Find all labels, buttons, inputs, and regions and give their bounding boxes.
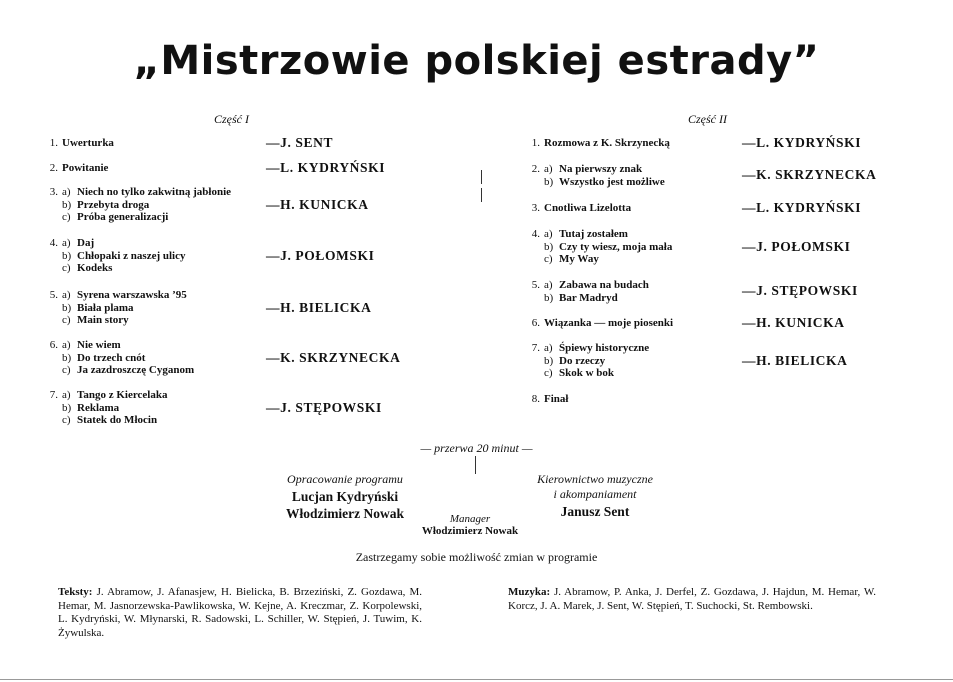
- song-letter: c): [544, 253, 553, 265]
- song-title: Niech no tylko zakwitną jabłonie: [77, 186, 232, 198]
- performer-name: —H. BIELICKA: [266, 299, 372, 315]
- song-letter: b): [544, 175, 554, 188]
- song-letter: c): [62, 364, 71, 376]
- program-item-number: 7.: [49, 389, 58, 401]
- song-title-line: [62, 289, 187, 302]
- song-title-line: [62, 302, 187, 315]
- decorative-mark: [475, 456, 476, 474]
- song-title-line: [544, 342, 649, 355]
- song-title: Wszystko jest możliwe: [559, 175, 665, 188]
- song-title-line: [62, 186, 231, 199]
- song-title: Wiązanka — moje piosenki: [544, 317, 674, 329]
- program-item-titles: [544, 228, 672, 266]
- song-title: Uwerturka: [62, 137, 114, 149]
- program-item-titles: [544, 393, 568, 406]
- song-title-line: [544, 163, 665, 176]
- song-title-line: [544, 202, 631, 215]
- song-title: Tutaj zostałem: [559, 228, 628, 240]
- program-credit-name: Lucjan Kydryński: [291, 489, 399, 504]
- song-letter: b): [62, 351, 72, 364]
- program-item-titles: [62, 137, 114, 150]
- program-item-number: 5.: [531, 279, 540, 291]
- song-title-line: [544, 292, 649, 305]
- lyrics-authors: [58, 586, 422, 640]
- performer-name: —J. POŁOMSKI: [266, 247, 375, 263]
- part1-heading: Część I: [214, 112, 249, 126]
- bottom-rule: [0, 679, 953, 680]
- performer-name: —J. SENT: [266, 135, 334, 150]
- music-credits-label: Kierownictwo muzyczne: [537, 472, 653, 486]
- performer-name: —K. SKRZYNECKA: [266, 349, 401, 365]
- song-letter: a): [544, 279, 553, 291]
- performer-name: —L. KYDRYŃSKI: [266, 160, 386, 175]
- program-item-titles: [544, 137, 670, 150]
- song-title: Cnotliwa Lizelotta: [544, 202, 632, 214]
- song-title-line: [544, 393, 568, 406]
- song-title-line: [62, 389, 167, 402]
- manager-name: Włodzimierz Nowak: [421, 525, 519, 537]
- song-letter: b): [544, 354, 554, 367]
- part2-heading: Część II: [688, 112, 727, 126]
- song-title: Reklama: [77, 401, 120, 414]
- program-item-number: 5.: [49, 289, 58, 301]
- song-title: Chłopaki z naszej ulicy: [77, 249, 186, 262]
- program-item-titles: [544, 317, 673, 330]
- song-title-line: [62, 414, 167, 427]
- song-letter: c): [62, 414, 71, 426]
- song-title-line: [62, 314, 187, 327]
- music-authors-list: J. Abramow, P. Anka, J. Derfel, Z. Gozdawa, J. Hajdun, M. Hemar, W. Korcz, J. A. Marek, J. Sent, W. Stępień, T. Suchocki, St. Rembowski.: [508, 586, 877, 612]
- program-credit-name: Włodzimierz Nowak: [285, 506, 405, 521]
- program-item-titles: [62, 389, 167, 427]
- song-title: Kodeks: [77, 262, 113, 274]
- program-item-number: 1.: [49, 137, 58, 149]
- song-title-line: [544, 317, 673, 330]
- song-title: Próba generalizacji: [77, 211, 169, 223]
- song-letter: b): [62, 401, 72, 414]
- performer-name: —J. STĘPOWSKI: [266, 399, 382, 415]
- song-letter: a): [544, 228, 553, 240]
- song-title: Finał: [544, 393, 569, 405]
- song-title-line: [62, 262, 185, 275]
- music-label: Muzyka:: [508, 586, 551, 598]
- song-title: Statek do Młocin: [77, 414, 158, 426]
- performer-name: —L. KYDRYŃSKI: [742, 135, 862, 150]
- performer-name: —H. KUNICKA: [742, 315, 845, 330]
- program-item-titles: [544, 342, 649, 380]
- song-title-line: [544, 355, 649, 368]
- program-item-titles: [62, 162, 108, 175]
- music-authors: [508, 586, 876, 613]
- performer-name: —J. POŁOMSKI: [742, 238, 851, 254]
- song-title-line: [544, 279, 649, 292]
- song-letter: c): [62, 262, 71, 274]
- song-title-line: [544, 253, 672, 266]
- song-title-line: [62, 402, 167, 415]
- song-title: Czy ty wiesz, moja mała: [559, 240, 673, 253]
- performer-name: —J. STĘPOWSKI: [742, 283, 858, 299]
- lyrics-authors-list: J. Abramow, J. Afanasjew, H. Bielicka, B. Brzeziński, Z. Gozdawa, M. Hemar, M. Jasnorzewska-Pawlikowska, W. Kejne, A. Kreczmar, Z. Korpolewski, L. Kydryński, W. Młynarski, R. Sadowski, L. Schiller, W. Stępień, J. Tuwim, K. Żywulska.: [58, 586, 422, 639]
- song-letter: b): [62, 249, 72, 262]
- decorative-mark: [481, 170, 482, 184]
- song-letter: b): [62, 198, 72, 211]
- performer-name: —L. KYDRYŃSKI: [742, 200, 862, 215]
- song-title-line: [62, 137, 114, 150]
- song-letter: a): [62, 289, 71, 301]
- manager-label: Manager: [449, 513, 491, 525]
- song-title-line: [62, 352, 194, 365]
- song-title-line: [62, 339, 194, 352]
- song-letter: a): [62, 389, 71, 401]
- program-item-number: 2.: [49, 162, 58, 174]
- song-title: Przebyta droga: [77, 198, 150, 211]
- song-title: Ja zazdroszczę Cyganom: [77, 364, 195, 376]
- program-item-number: 3.: [49, 186, 58, 198]
- song-title-line: [544, 241, 672, 254]
- song-letter: c): [544, 367, 553, 379]
- program-item-titles: [62, 289, 187, 327]
- song-letter: a): [62, 339, 71, 351]
- program-item-number: 1.: [531, 137, 540, 149]
- manager-credits: [390, 513, 550, 537]
- song-letter: c): [62, 211, 71, 223]
- song-letter: a): [544, 163, 553, 175]
- song-title: Bar Madryd: [559, 291, 618, 304]
- program-item-titles: [544, 202, 631, 215]
- lyrics-label: Teksty:: [58, 586, 93, 598]
- decorative-mark: [481, 188, 482, 202]
- song-title: Syrena warszawska ’95: [77, 289, 187, 301]
- song-title-line: [62, 162, 108, 175]
- song-title-line: [62, 250, 185, 263]
- song-title-line: [544, 137, 670, 150]
- song-title: Do trzech cnót: [77, 351, 146, 364]
- song-letter: b): [62, 301, 72, 314]
- program-item-number: 8.: [531, 393, 540, 405]
- program-item-titles: [62, 339, 194, 377]
- program-item-titles: [544, 163, 665, 188]
- song-letter: c): [62, 314, 71, 326]
- program-item-number: 6.: [49, 339, 58, 351]
- program-credits-label: Opracowanie programu: [287, 472, 403, 486]
- song-title: Zabawa na budach: [559, 279, 649, 291]
- program-item-number: 2.: [531, 163, 540, 175]
- song-title-line: [62, 364, 194, 377]
- music-credits-label-2: i akompaniament: [553, 487, 637, 501]
- program-item-number: 6.: [531, 317, 540, 329]
- song-letter: b): [544, 240, 554, 253]
- music-credit-name: Janusz Sent: [560, 504, 630, 519]
- program-item-titles: [62, 237, 185, 275]
- song-title: Nie wiem: [77, 339, 121, 351]
- song-title-line: [62, 199, 231, 212]
- program-item-number: 3.: [531, 202, 540, 214]
- song-title: Daj: [77, 237, 95, 249]
- program-item-number: 4.: [531, 228, 540, 240]
- song-title-line: [544, 176, 665, 189]
- song-title: Śpiewy historyczne: [559, 342, 650, 354]
- program-item-titles: [62, 186, 231, 224]
- song-title: My Way: [559, 253, 599, 265]
- song-title-line: [62, 211, 231, 224]
- performer-name: —H. KUNICKA: [266, 196, 369, 212]
- disclaimer: Zastrzegamy sobie możliwość zmian w programie: [355, 550, 598, 564]
- intermission-note: — przerwa 20 minut —: [420, 441, 533, 455]
- poster-title: „Mistrzowie polskiej estrady”: [133, 38, 820, 84]
- program-item-number: 7.: [531, 342, 540, 354]
- song-title: Na pierwszy znak: [559, 163, 643, 175]
- song-title: Powitanie: [62, 162, 109, 174]
- song-letter: b): [544, 291, 554, 304]
- song-letter: a): [62, 237, 71, 249]
- program-item-number: 4.: [49, 237, 58, 249]
- song-letter: a): [62, 186, 71, 198]
- performer-name: —H. BIELICKA: [742, 352, 848, 368]
- song-title-line: [544, 367, 649, 380]
- song-title-line: [544, 228, 672, 241]
- program-item-titles: [544, 279, 649, 304]
- song-letter: a): [544, 342, 553, 354]
- performer-name: —K. SKRZYNECKA: [742, 167, 877, 183]
- song-title: Tango z Kiercelaka: [77, 389, 168, 401]
- song-title-line: [62, 237, 185, 250]
- song-title: Skok w bok: [559, 367, 615, 379]
- song-title: Biała plama: [77, 301, 134, 314]
- song-title: Main story: [77, 314, 129, 326]
- song-title: Do rzeczy: [559, 354, 606, 367]
- song-title: Rozmowa z K. Skrzynecką: [544, 137, 670, 149]
